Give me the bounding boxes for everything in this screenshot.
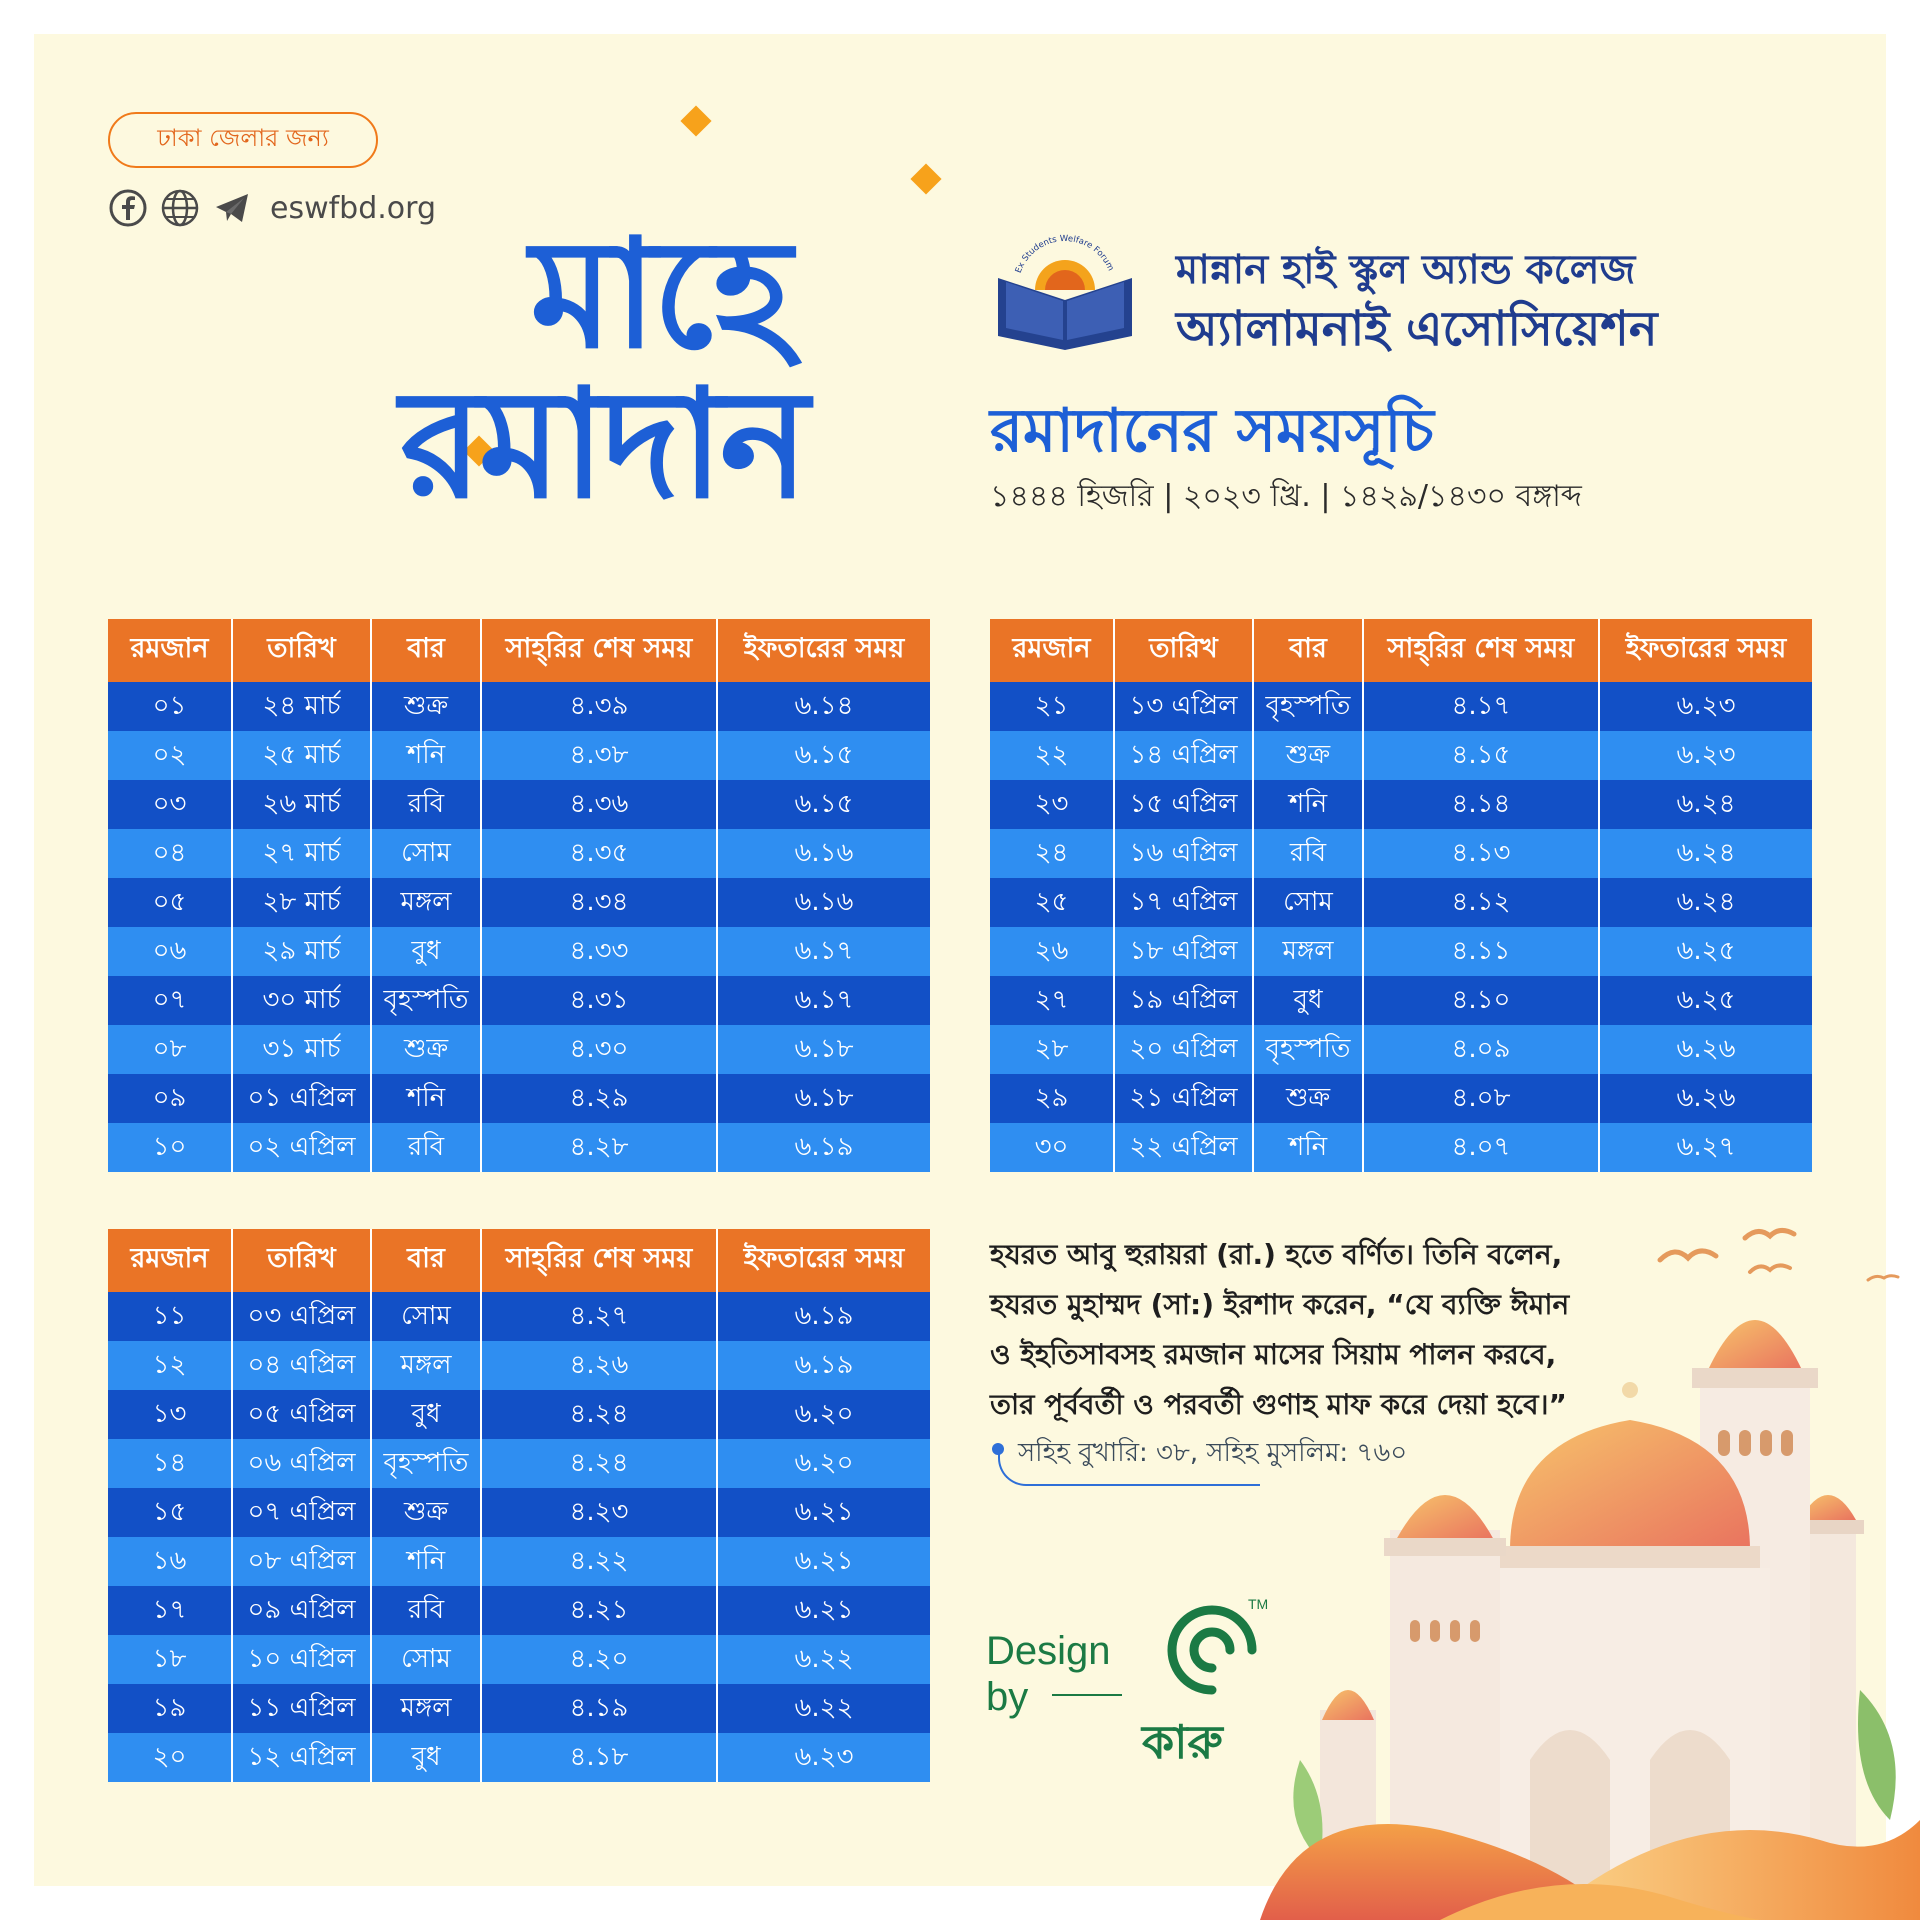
sehri-time-cell: ৪.১৭ [1363,682,1599,731]
sehri-time-cell: ৪.১৪ [1363,780,1599,829]
weekday-cell: শনি [371,1537,481,1586]
table-row [990,927,1812,976]
date-cell: ১৭ এপ্রিল [1114,878,1253,927]
iftar-time-cell: ৬.১৮ [717,1074,930,1123]
column-header: তারিখ [232,1229,371,1292]
ramadan-day-cell: ১৮ [108,1635,232,1684]
date-cell: ৩০ মার্চ [232,976,371,1025]
title-line-1: মাহে [530,208,788,382]
ramadan-day-cell: ০৯ [108,1074,232,1123]
table-row [108,1488,930,1537]
table-row [990,976,1812,1025]
column-header: বার [371,619,481,682]
iftar-time-cell: ৬.২১ [717,1488,930,1537]
org-name-line-1: মান্নান হাই স্কুল অ্যান্ড কলেজ [1176,247,1636,293]
weekday-cell: সোম [371,1635,481,1684]
diamond-ornament [680,105,711,136]
website-link[interactable]: eswfbd.org [270,190,437,226]
date-cell: ০৭ এপ্রিল [232,1488,371,1537]
sehri-time-cell: ৪.২৯ [481,1074,717,1123]
date-cell: ২৭ মার্চ [232,829,371,878]
weekday-cell: বৃহস্পতি [371,976,481,1025]
table-row [108,1025,930,1074]
weekday-cell: বুধ [1253,976,1363,1025]
column-header: তারিখ [1114,619,1253,682]
ramadan-day-cell: ২৯ [990,1074,1114,1123]
iftar-time-cell: ৬.১৯ [717,1123,930,1172]
iftar-time-cell: ৬.২১ [717,1537,930,1586]
date-cell: ২৫ মার্চ [232,731,371,780]
table-row [990,878,1812,927]
table-row [108,780,930,829]
weekday-cell: রবি [371,1586,481,1635]
weekday-cell: বৃহস্পতি [1253,682,1363,731]
date-cell: ১৫ এপ্রিল [1114,780,1253,829]
date-cell: ০৫ এপ্রিল [232,1390,371,1439]
date-cell: ৩১ মার্চ [232,1025,371,1074]
weekday-cell: সোম [371,1292,481,1341]
ramadan-day-cell: ২৭ [990,976,1114,1025]
sehri-time-cell: ৪.০৯ [1363,1025,1599,1074]
date-cell: ২২ এপ্রিল [1114,1123,1253,1172]
table-row [108,682,930,731]
weekday-cell: বুধ [371,1390,481,1439]
ramadan-day-cell: ০৭ [108,976,232,1025]
region-badge: ঢাকা জেলার জন্য [108,112,378,168]
telegram-icon[interactable] [212,188,252,228]
date-cell: ২৯ মার্চ [232,927,371,976]
weekday-cell: রবি [371,1123,481,1172]
date-cell: ০১ এপ্রিল [232,1074,371,1123]
weekday-cell: শুক্র [371,1488,481,1537]
iftar-time-cell: ৬.২৬ [1599,1074,1812,1123]
sehri-time-cell: ৪.২২ [481,1537,717,1586]
title-line-2: রমাদান [400,358,806,532]
timetable-11-20 [108,1229,930,1782]
column-header: সাহ্‌রির শেষ সময় [481,619,717,682]
date-cell: ০২ এপ্রিল [232,1123,371,1172]
social-links [108,188,436,228]
table-row [990,682,1812,731]
table-row [108,878,930,927]
weekday-cell: শুক্র [1253,731,1363,780]
sehri-time-cell: ৪.১১ [1363,927,1599,976]
table-row [108,1341,930,1390]
date-cell: ২৪ মার্চ [232,682,371,731]
iftar-time-cell: ৬.২৫ [1599,976,1812,1025]
sehri-time-cell: ৪.১৮ [481,1733,717,1782]
iftar-time-cell: ৬.১৭ [717,927,930,976]
weekday-cell: মঙ্গল [371,1341,481,1390]
iftar-time-cell: ৬.২৫ [1599,927,1812,976]
iftar-time-cell: ৬.২২ [717,1684,930,1733]
designer-name: কারু [1142,1715,1223,1769]
sehri-time-cell: ৪.২৮ [481,1123,717,1172]
iftar-time-cell: ৬.২০ [717,1390,930,1439]
reference-dot [992,1443,1004,1455]
date-cell: ১৬ এপ্রিল [1114,829,1253,878]
ramadan-day-cell: ০৩ [108,780,232,829]
ramadan-day-cell: ০৬ [108,927,232,976]
date-cell: ০৬ এপ্রিল [232,1439,371,1488]
table-row [108,1733,930,1782]
table-row [108,976,930,1025]
main-title [400,100,960,532]
weekday-cell: বৃহস্পতি [371,1439,481,1488]
date-cell: ১০ এপ্রিল [232,1635,371,1684]
design-label: Design [986,1629,1111,1673]
weekday-cell: সোম [371,829,481,878]
ramadan-day-cell: ২১ [990,682,1114,731]
ramadan-day-cell: ০২ [108,731,232,780]
ramadan-day-cell: ২০ [108,1733,232,1782]
weekday-cell: শুক্র [1253,1074,1363,1123]
sehri-time-cell: ৪.১২ [1363,878,1599,927]
date-cell: ০৮ এপ্রিল [232,1537,371,1586]
table-row [108,829,930,878]
weekday-cell: বৃহস্পতি [1253,1025,1363,1074]
facebook-icon[interactable] [108,188,148,228]
column-header: ইফতারের সময় [1599,619,1812,682]
iftar-time-cell: ৬.২৩ [1599,731,1812,780]
schedule-title: রমাদানের সময়সূচি [990,396,1434,466]
weekday-cell: রবি [371,780,481,829]
date-cell: ১১ এপ্রিল [232,1684,371,1733]
sehri-time-cell: ৪.২৪ [481,1439,717,1488]
weekday-cell: শুক্র [371,1025,481,1074]
ramadan-day-cell: ২৮ [990,1025,1114,1074]
iftar-time-cell: ৬.১৪ [717,682,930,731]
sehri-time-cell: ৪.২৬ [481,1341,717,1390]
column-header: রমজান [108,619,232,682]
iftar-time-cell: ৬.১৫ [717,780,930,829]
sehri-time-cell: ৪.৩৩ [481,927,717,976]
table-row [990,780,1812,829]
table-row [990,829,1812,878]
weekday-cell: শনি [1253,1123,1363,1172]
date-cell: ১৩ এপ্রিল [1114,682,1253,731]
table-row [108,1123,930,1172]
sehri-time-cell: ৪.১০ [1363,976,1599,1025]
book-logo-icon [990,228,1140,353]
sehri-time-cell: ৪.১৯ [481,1684,717,1733]
design-credit [986,1628,1111,1720]
weekday-cell: শনি [1253,780,1363,829]
ramadan-day-cell: ১৫ [108,1488,232,1537]
globe-icon[interactable] [160,188,200,228]
date-cell: ২৮ মার্চ [232,878,371,927]
iftar-time-cell: ৬.১৬ [717,829,930,878]
hadith-line: হযরত আবু হুরায়রা (রা.) হতে বর্ণিত। তিনি বলেন, [990,1238,1563,1271]
iftar-time-cell: ৬.২৬ [1599,1025,1812,1074]
trademark: TM [1248,1596,1269,1612]
iftar-time-cell: ৬.১৫ [717,731,930,780]
table-header-row [108,619,930,682]
table-row [108,1292,930,1341]
weekday-cell: মঙ্গল [1253,927,1363,976]
iftar-time-cell: ৬.১৮ [717,1025,930,1074]
weekday-cell: শনি [371,731,481,780]
sehri-time-cell: ৪.০৮ [1363,1074,1599,1123]
iftar-time-cell: ৬.১৭ [717,976,930,1025]
column-header: তারিখ [232,619,371,682]
table-row [108,1537,930,1586]
table-row [990,1123,1812,1172]
hadith-line: হযরত মুহাম্মদ (সা:) ইরশাদ করেন, “যে ব্যক্তি ঈমান [990,1288,1570,1321]
column-header: রমজান [990,619,1114,682]
iftar-time-cell: ৬.১৯ [717,1341,930,1390]
ramadan-day-cell: ৩০ [990,1123,1114,1172]
weekday-cell: বুধ [371,927,481,976]
weekday-cell: রবি [1253,829,1363,878]
column-header: বার [371,1229,481,1292]
iftar-time-cell: ৬.২৪ [1599,829,1812,878]
table-row [108,1074,930,1123]
date-cell: ১২ এপ্রিল [232,1733,371,1782]
ramadan-day-cell: ০৮ [108,1025,232,1074]
sehri-time-cell: ৪.১৫ [1363,731,1599,780]
iftar-time-cell: ৬.২৩ [1599,682,1812,731]
weekday-cell: সোম [1253,878,1363,927]
org-name-line-2: অ্যালামনাই এসোসিয়েশন [1176,301,1658,357]
table-row [990,1025,1812,1074]
ramadan-day-cell: ২২ [990,731,1114,780]
date-cell: ২১ এপ্রিল [1114,1074,1253,1123]
iftar-time-cell: ৬.২৪ [1599,878,1812,927]
table-row [990,731,1812,780]
ramadan-day-cell: ০১ [108,682,232,731]
date-cell: ০৩ এপ্রিল [232,1292,371,1341]
sehri-time-cell: ৪.০৭ [1363,1123,1599,1172]
column-header: ইফতারের সময় [717,619,930,682]
date-cell: ১৮ এপ্রিল [1114,927,1253,976]
design-divider [1052,1694,1122,1696]
sehri-time-cell: ৪.৩৪ [481,878,717,927]
table-row [108,927,930,976]
iftar-time-cell: ৬.২৭ [1599,1123,1812,1172]
table-header-row [108,1229,930,1292]
timetable-21-30 [990,619,1812,1172]
iftar-time-cell: ৬.২৪ [1599,780,1812,829]
ramadan-day-cell: ১৪ [108,1439,232,1488]
sehri-time-cell: ৪.৩৮ [481,731,717,780]
sehri-time-cell: ৪.৩৬ [481,780,717,829]
weekday-cell: মঙ্গল [371,878,481,927]
ramadan-day-cell: ২৩ [990,780,1114,829]
org-logo-text: Ex Students Welfare Forum [1013,233,1116,275]
iftar-time-cell: ৬.১৬ [717,878,930,927]
sehri-time-cell: ৪.৩০ [481,1025,717,1074]
sehri-time-cell: ৪.২১ [481,1586,717,1635]
ramadan-day-cell: ০৫ [108,878,232,927]
ramadan-day-cell: ১৬ [108,1537,232,1586]
design-by-label: by [986,1675,1029,1719]
hadith-reference: সহিহ বুখারি: ৩৮, সহিহ মুসলিম: ৭৬০ [1018,1438,1408,1468]
date-cell: ১৯ এপ্রিল [1114,976,1253,1025]
table-row [108,1390,930,1439]
iftar-time-cell: ৬.২৩ [717,1733,930,1782]
timetable-1-10 [108,619,930,1172]
table-row [990,1074,1812,1123]
table-header-row [990,619,1812,682]
sehri-time-cell: ৪.১৩ [1363,829,1599,878]
ramadan-day-cell: ১০ [108,1123,232,1172]
sehri-time-cell: ৪.৩১ [481,976,717,1025]
ramadan-day-cell: ১৩ [108,1390,232,1439]
weekday-cell: মঙ্গল [371,1684,481,1733]
table-row [108,731,930,780]
calendar-years: ১৪৪৪ হিজরি | ২০২৩ খ্রি. | ১৪২৯/১৪৩০ বঙ্গাব্দ [990,479,1582,514]
date-cell: ০৪ এপ্রিল [232,1341,371,1390]
iftar-time-cell: ৬.২০ [717,1439,930,1488]
sehri-time-cell: ৪.৩৫ [481,829,717,878]
table-row [108,1586,930,1635]
table-row [108,1635,930,1684]
ramadan-day-cell: ১৯ [108,1684,232,1733]
date-cell: ১৪ এপ্রিল [1114,731,1253,780]
sehri-time-cell: ৪.২৩ [481,1488,717,1537]
column-header: ইফতারের সময় [717,1229,930,1292]
hadith-line: তার পূর্ববর্তী ও পরবর্তী গুণাহ মাফ করে দেয়া হবে।” [990,1388,1567,1421]
ramadan-day-cell: ১১ [108,1292,232,1341]
sehri-time-cell: ৪.২৭ [481,1292,717,1341]
sehri-time-cell: ৪.২০ [481,1635,717,1684]
ramadan-day-cell: ১৭ [108,1586,232,1635]
date-cell: ২৬ মার্চ [232,780,371,829]
sehri-time-cell: ৪.৩৯ [481,682,717,731]
column-header: বার [1253,619,1363,682]
column-header: সাহ্‌রির শেষ সময় [1363,619,1599,682]
column-header: সাহ্‌রির শেষ সময় [481,1229,717,1292]
mosque-illustration-icon [1260,1220,1920,1920]
ramadan-day-cell: ২৫ [990,878,1114,927]
weekday-cell: শুক্র [371,682,481,731]
iftar-time-cell: ৬.২২ [717,1635,930,1684]
date-cell: ০৯ এপ্রিল [232,1586,371,1635]
ramadan-day-cell: ২৬ [990,927,1114,976]
hadith-line: ও ইহতিসাবসহ রমজান মাসের সিয়াম পালন করবে, [990,1338,1557,1371]
sehri-time-cell: ৪.২৪ [481,1390,717,1439]
weekday-cell: বুধ [371,1733,481,1782]
iftar-time-cell: ৬.১৯ [717,1292,930,1341]
column-header: রমজান [108,1229,232,1292]
table-row [108,1439,930,1488]
ramadan-day-cell: ০৪ [108,829,232,878]
diamond-ornament [910,163,941,194]
weekday-cell: শনি [371,1074,481,1123]
table-row [108,1684,930,1733]
ramadan-day-cell: ১২ [108,1341,232,1390]
iftar-time-cell: ৬.২১ [717,1586,930,1635]
date-cell: ২০ এপ্রিল [1114,1025,1253,1074]
ramadan-day-cell: ২৪ [990,829,1114,878]
